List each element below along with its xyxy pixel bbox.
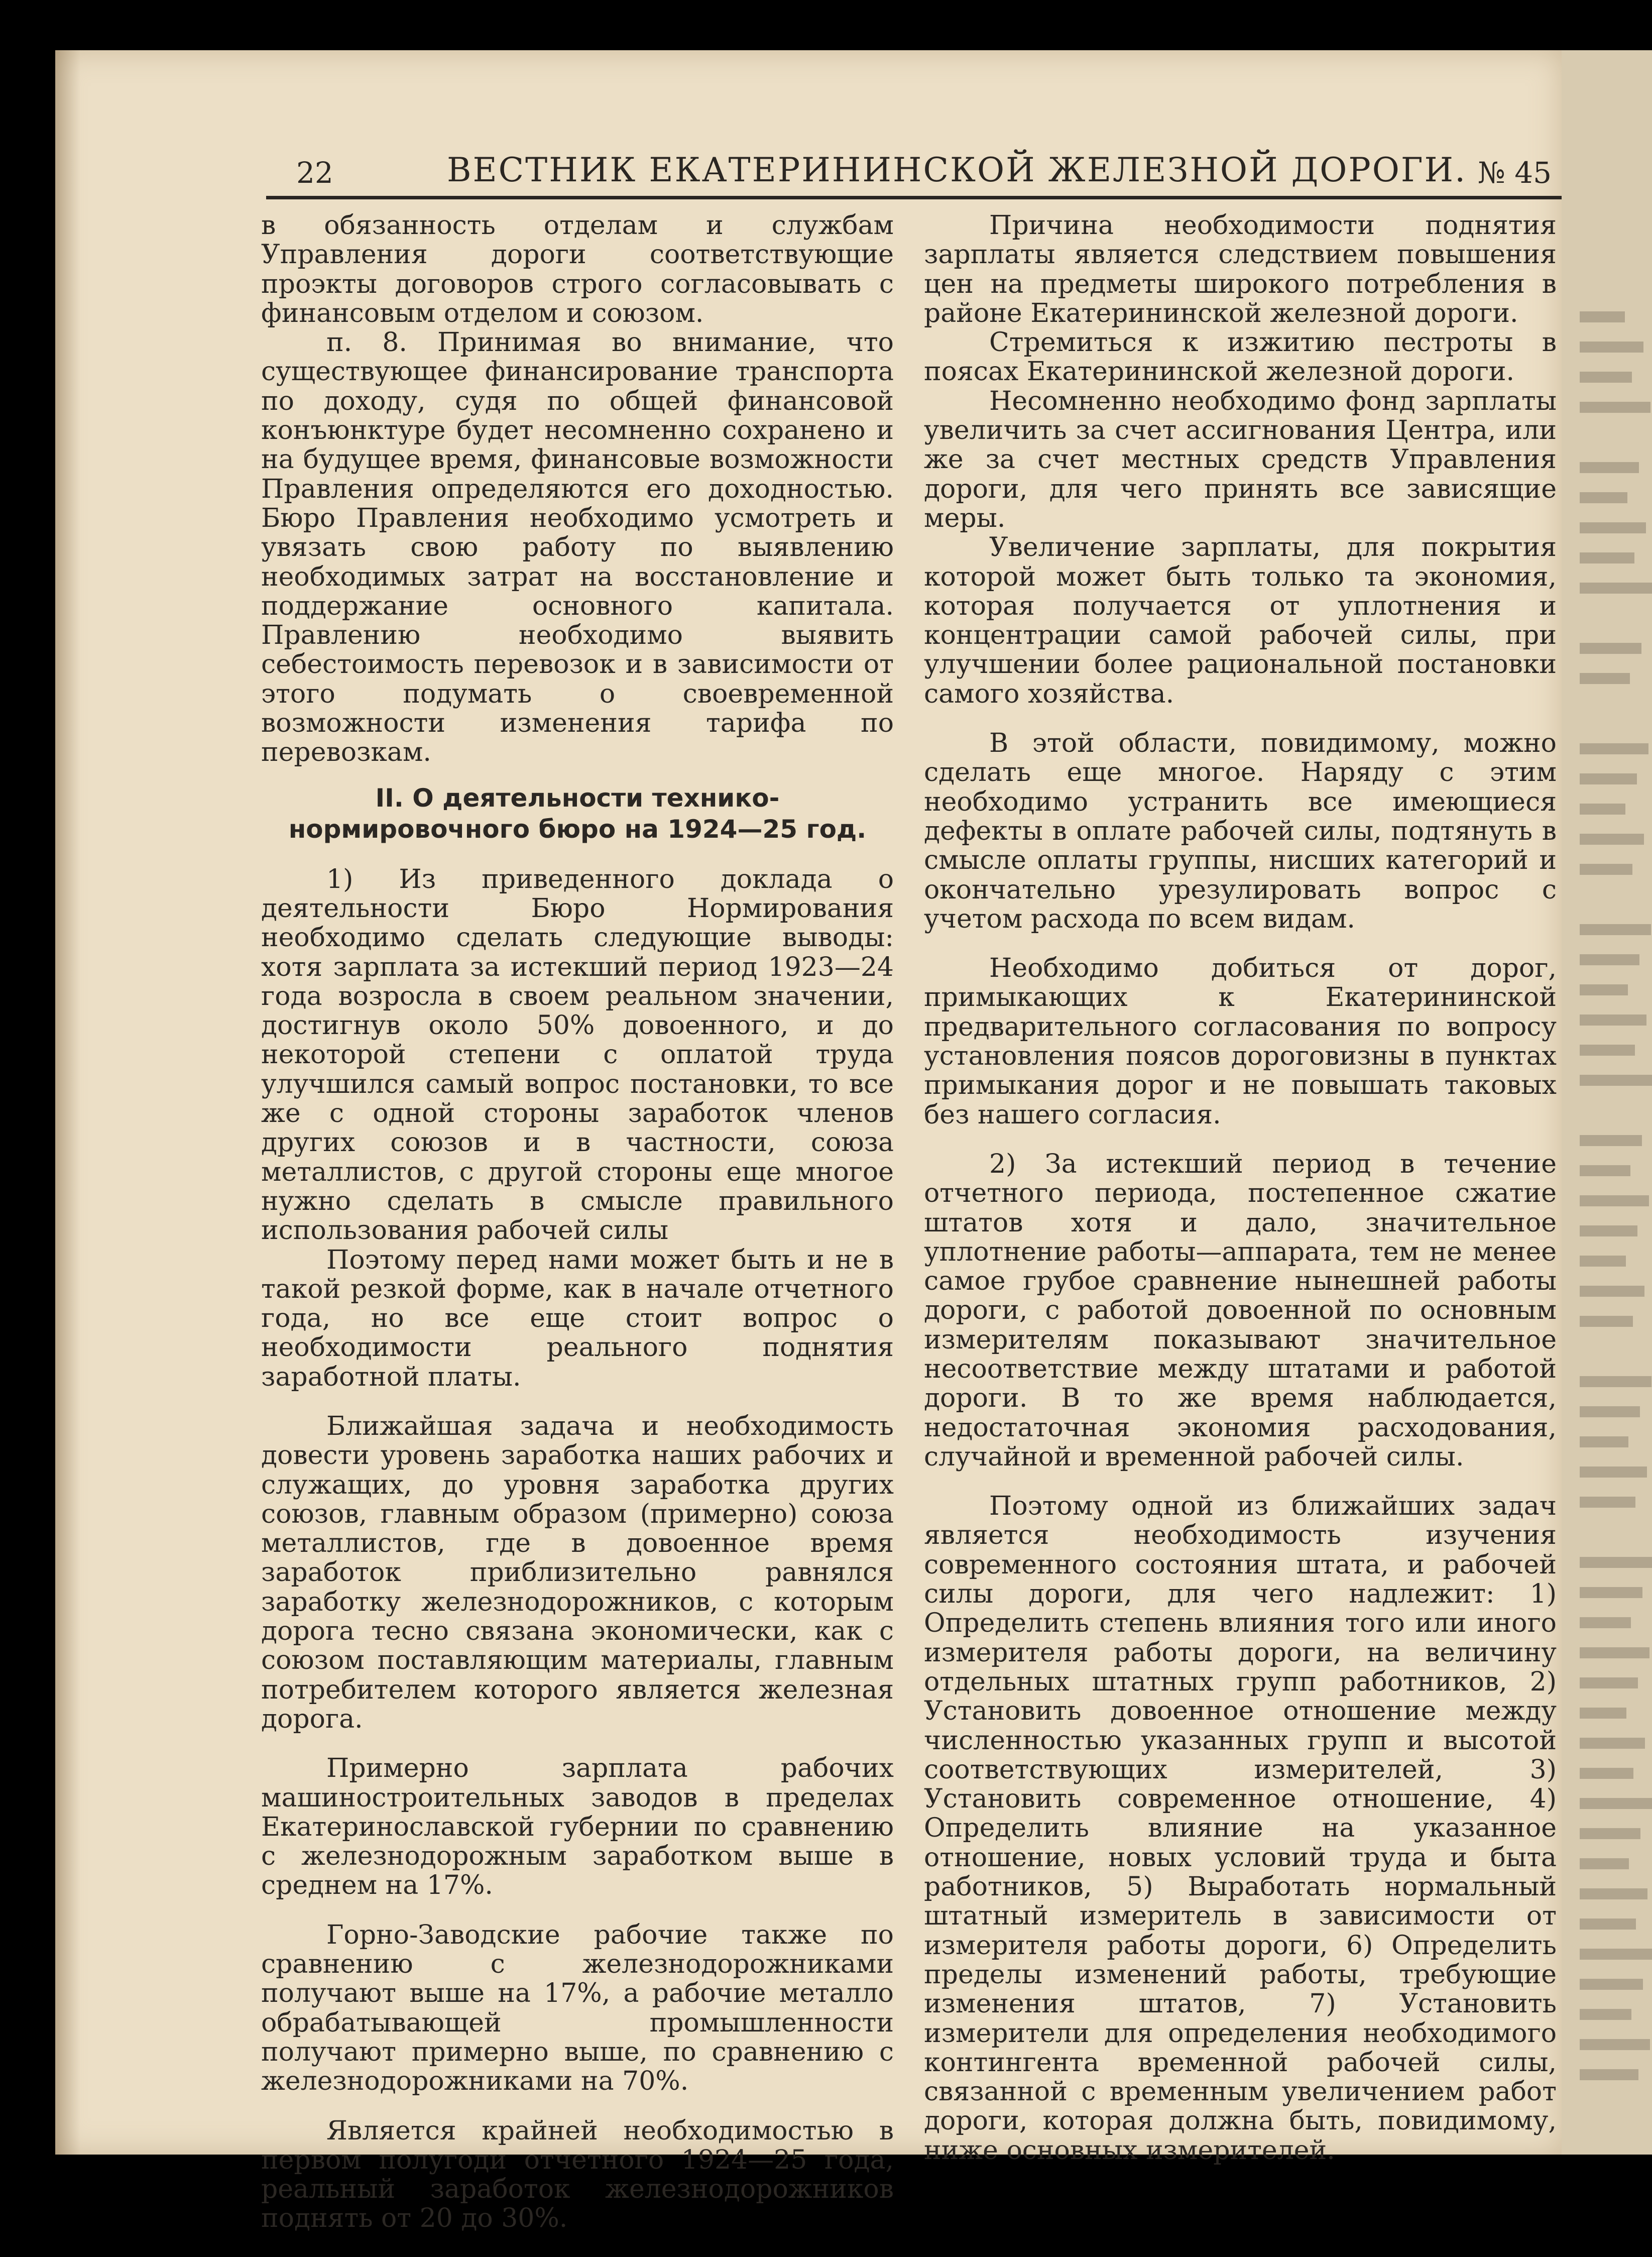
paragraph: Стремиться к изжитию пестроты в поясах Екатерининской железной дороги. [924,327,1557,387]
header-rule [266,196,1562,199]
adjacent-page-text-line [1580,1647,1649,1658]
adjacent-page-text-line [1580,1768,1633,1779]
paragraph: Поэтому перед нами может быть и не в такой резкой форме, как в начале отчетного года, но все еще стоит вопрос о необходимости реального поднятия заработной платы. [261,1245,894,1392]
adjacent-page-text-line [1580,1376,1651,1387]
adjacent-page-text-line [1580,1888,1647,1899]
adjacent-page-text-line [1580,552,1634,563]
paragraph: 2) За истекший период в течение отчетного периода, постепенное сжатие штатов хотя и дало, значительное уплотнение работы—аппарата, тем не менее самое грубое сравнение нынешней работы дороги, с работой довоенной по основным измерителям показывают значительное несоответствие между штатами и работой дороги. В то же время наблюдается, недостаточная экономия расходования, случайной и временной рабочей силы. [924,1149,1557,1472]
adjacent-page-text-line [1580,1708,1626,1719]
paragraph: Причина необходимости поднятия зарплаты является следствием повышения цен на предметы широкого потребления в районе Екатерининской железной дороги. [924,210,1557,328]
adjacent-page-text-line [1580,864,1632,875]
paragraph: В этой области, повидимому, можно сделать еще многое. Наряду с этим необходимо устранить все имеющиеся дефекты в оплате рабочей силы, подтянуть в смысле оплаты группы, нисших категорий и окончательно урезулировать вопрос с учетом расхода по всем видам. [924,728,1557,934]
paragraph: Необходимо добиться от дорог, примыкающих к Екатерининской предварительного согласования по вопросу установления поясов дороговизны в пунктах примыкания дорог и не повышать таковых без нашего согласия. [924,953,1557,1130]
paragraph: 1) Из приведенного доклада о деятельности Бюро Нормирования необходимо сделать следующие выводы: хотя зарплата за истекший период 1923—24 года возросла в своем реальном значении, достигнув около 50% довоенного, и до некоторой степени с оплатой труда улучшился самый вопрос постановки, то все же с одной стороны заработок членов других союзов и в частности, союза металлистов, с другой стороны еще многое нужно сделать в смысле правильного использования рабочей силы [261,864,894,1246]
adjacent-page-text-line [1580,1286,1644,1297]
adjacent-page-text-line [1580,1677,1638,1688]
issue-number: № 45 [1477,156,1552,190]
adjacent-page-text-line [1580,1466,1647,1478]
paragraph: в обязанность отделам и службам Управления дороги соответствующие проэкты договоров строго согласовывать с финансовым отделом и союзом. [261,210,894,328]
adjacent-page-text-line [1580,1798,1652,1809]
journal-title: ВЕСТНИК ЕКАТЕРИНИНСКОЙ ЖЕЛЕЗНОЙ ДОРОГИ. [447,151,1467,189]
adjacent-page-text-line [1580,954,1639,965]
paragraph: Увеличение зарплаты, для покрытия которой может быть только та экономия, которая получается от уплотнения и концентрации самой рабочей силы, при улучшении более рациональной постановки самого хозяйства. [924,532,1557,709]
adjacent-page-text-line [1580,1135,1642,1146]
paragraph: Горно-Заводские рабочие также по сравнению с железнодорожниками получают выше на 17%, а рабочие металло обрабатывающей промышленности получают примерно выше, по сравнению с железнодорожниками на 70%. [261,1920,894,2097]
adjacent-page-text-line [1580,984,1628,995]
adjacent-page-text-line [1580,1738,1645,1749]
adjacent-page-text-line [1580,1225,1637,1236]
adjacent-page-text-line [1580,492,1627,503]
adjacent-page-text-line [1580,1075,1652,1086]
paragraph: п. 8. Принимая во внимание, что существующее финансирование транспорта по доходу, судя по общей финансовой конъюнктуре будет несомненно сохранено и на будущее время, финансовые возможности Правления определяются его доходностью. Бюро Правления необходимо усмотреть и увязать свою работу по выявлению необходимых затрат на восстановление и поддержание основного капитала. Правлению необходимо выявить себестоимость перевозок и в зависимости от этого подумать о своевременной возможности изменения тарифа по перевозкам. [261,327,894,768]
adjacent-page-text-line [1580,643,1641,654]
adjacent-page-text-line [1580,2039,1650,2050]
adjacent-page-text-line [1580,1497,1635,1508]
adjacent-page-text-line [1580,1617,1631,1628]
adjacent-page-text-line [1580,2009,1631,2020]
adjacent-page-text-line [1580,1949,1652,1960]
paragraph: Поэтому одной из ближайших задач является необходимость изучения современного состояния штата, и рабочей силы дороги, для чего надлежит: 1) Определить степень влияния того или иного измерителя работы дороги, на величину отдельных штатных групп работников, 2) Установить довоенное отношение между численностью указанных групп и высотой соответствующих измерителей, 3) Установить современное отношение, 4) Определить влияние на указанное отношение, новых условий труда и быта работников, 5) Выработать нормальный штатный измеритель в зависимости от измерителя работы дороги, 6) Определить пределы изменений работы, требующие изменения штатов, 7) Установить измерители для определения необходимого контингента временной рабочей силы, связанной с временным увеличением работ дороги, которая должна быть, повидимому, ниже основных измерителей. [924,1491,1557,2166]
adjacent-page-text-line [1580,1406,1640,1417]
right-column [924,211,1557,2165]
paragraph: Примерно зарплата рабочих машиностроительных заводов в пределах Екатеринославской губернии по сравнению с железнодорожным заработком выше в среднем на 17%. [261,1753,894,1901]
adjacent-page-text-line [1580,342,1643,353]
adjacent-page-text-line [1580,311,1625,322]
adjacent-page-text-line [1580,522,1646,533]
adjacent-page-text-line [1580,1165,1630,1176]
adjacent-page-text-line [1580,2069,1638,2080]
left-column [261,211,894,2233]
adjacent-page-text-line [1580,1256,1626,1267]
adjacent-page-text-line [1580,1858,1629,1869]
adjacent-page-text-line [1580,773,1637,784]
adjacent-page-text-line [1580,462,1639,473]
page-header [266,151,1562,196]
page-edge-shadow [55,50,80,2155]
adjacent-page-text-line [1580,743,1648,754]
adjacent-page-text-line [1580,1014,1646,1026]
adjacent-page-text-line [1580,834,1644,845]
adjacent-page-text-line [1580,402,1650,413]
section-heading: II. О деятельности технико-нормировочного бюро на 1924—25 год. [288,783,867,844]
adjacent-page-edge [1562,50,1652,2155]
adjacent-page-text-line [1580,1828,1640,1839]
adjacent-page-text-line [1580,1195,1649,1206]
adjacent-page-text-line [1580,583,1652,594]
adjacent-page-text-line [1580,1979,1643,1990]
adjacent-page-text-line [1580,1316,1633,1327]
adjacent-page-text-line [1580,1919,1636,1930]
adjacent-page-text-line [1580,673,1630,684]
adjacent-page-text-line [1580,804,1625,815]
adjacent-page-text-line [1580,1045,1635,1056]
adjacent-page-text-line [1580,1557,1652,1568]
paragraph: Является крайней необходимостью в первом полугоди отчетного 1924—25 года, реальный заработок железнодорожников поднять от 20 до 30%. [261,2115,894,2234]
paragraph: Ближайшая задача и необходимость довести уровень заработка наших рабочих и служащих, до уровня заработка других союзов, главным образом (примерно) союза металлистов, где в довоенное время заработок приблизительно равнялся заработку железнодорожников, с которым дорога тесно связана экономически, как с союзом поставляющим материалы, главным потребителем которого является железная дорога. [261,1411,894,1734]
page-number: 22 [296,156,333,190]
adjacent-page-text-line [1580,372,1632,383]
paragraph: Несомненно необходимо фонд зарплаты увеличить за счет ассигнования Центра, или же за счет местных средств Управления дороги, для чего принять все зависящие меры. [924,386,1557,533]
adjacent-page-text-line [1580,924,1651,935]
adjacent-page-text-line [1580,1436,1628,1447]
adjacent-page-text-line [1580,1587,1642,1598]
